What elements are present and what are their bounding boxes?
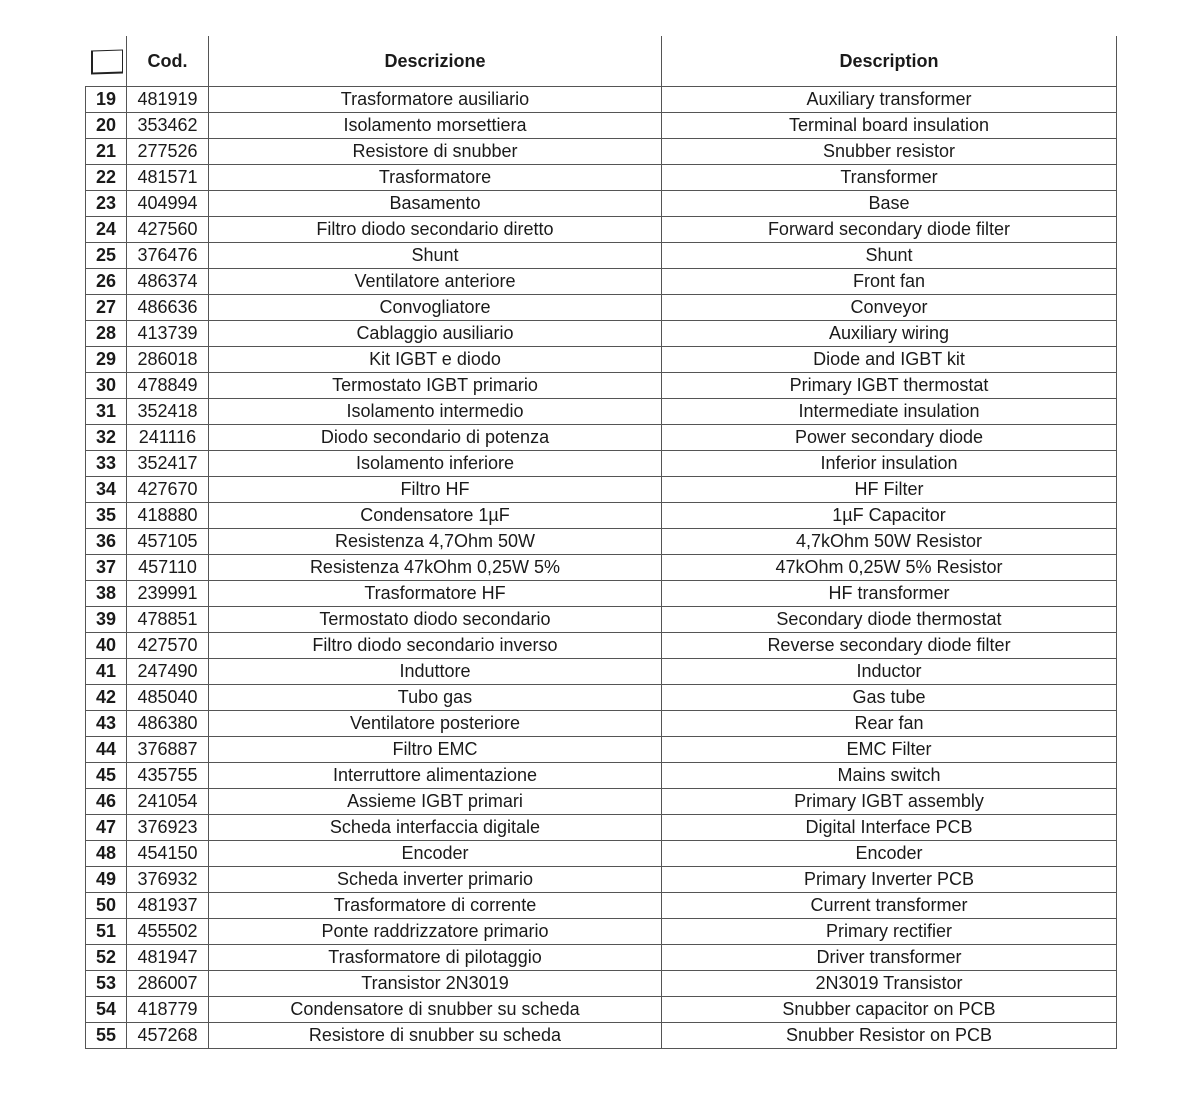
english-description-cell: Primary rectifier: [662, 919, 1117, 945]
english-description-cell: Rear fan: [662, 711, 1117, 737]
item-number-cell: 47: [86, 815, 127, 841]
english-description-cell: Primary IGBT thermostat: [662, 373, 1117, 399]
english-description-header: Description: [662, 36, 1117, 87]
table-row: [86, 997, 1117, 1023]
italian-description-cell: Basamento: [209, 191, 662, 217]
table-row: [86, 763, 1117, 789]
part-code-cell: 239991: [127, 581, 209, 607]
part-code-cell: 427560: [127, 217, 209, 243]
table-row: [86, 399, 1117, 425]
item-number-cell: 45: [86, 763, 127, 789]
italian-description-cell: Resistenza 47kOhm 0,25W 5%: [209, 555, 662, 581]
english-description-cell: Power secondary diode: [662, 425, 1117, 451]
italian-description-cell: Encoder: [209, 841, 662, 867]
part-code-cell: 418880: [127, 503, 209, 529]
italian-description-cell: Isolamento intermedio: [209, 399, 662, 425]
item-number-cell: 27: [86, 295, 127, 321]
english-description-cell: EMC Filter: [662, 737, 1117, 763]
english-description-cell: Digital Interface PCB: [662, 815, 1117, 841]
table-row: [86, 347, 1117, 373]
item-number-cell: 29: [86, 347, 127, 373]
english-description-cell: Reverse secondary diode filter: [662, 633, 1117, 659]
item-number-cell: 48: [86, 841, 127, 867]
table-row: [86, 451, 1117, 477]
italian-description-cell: Resistore di snubber: [209, 139, 662, 165]
table-row: [86, 737, 1117, 763]
table-row: [86, 555, 1117, 581]
part-code-cell: 404994: [127, 191, 209, 217]
part-code-cell: 376932: [127, 867, 209, 893]
table-row: [86, 217, 1117, 243]
italian-description-cell: Scheda inverter primario: [209, 867, 662, 893]
table-row: [86, 945, 1117, 971]
part-code-cell: 418779: [127, 997, 209, 1023]
english-description-cell: Inferior insulation: [662, 451, 1117, 477]
item-number-cell: 44: [86, 737, 127, 763]
table-row: [86, 113, 1117, 139]
table-row: [86, 607, 1117, 633]
item-number-cell: 25: [86, 243, 127, 269]
english-description-cell: Snubber resistor: [662, 139, 1117, 165]
english-description-cell: Gas tube: [662, 685, 1117, 711]
english-description-cell: Base: [662, 191, 1117, 217]
item-number-cell: 39: [86, 607, 127, 633]
part-code-cell: 376887: [127, 737, 209, 763]
part-code-cell: 427670: [127, 477, 209, 503]
item-number-cell: 49: [86, 867, 127, 893]
part-code-cell: 277526: [127, 139, 209, 165]
italian-description-cell: Cablaggio ausiliario: [209, 321, 662, 347]
part-code-cell: 455502: [127, 919, 209, 945]
english-description-cell: Intermediate insulation: [662, 399, 1117, 425]
english-description-cell: 2N3019 Transistor: [662, 971, 1117, 997]
part-code-cell: 352418: [127, 399, 209, 425]
table-row: [86, 321, 1117, 347]
italian-description-cell: Tubo gas: [209, 685, 662, 711]
item-number-cell: 23: [86, 191, 127, 217]
english-description-cell: Mains switch: [662, 763, 1117, 789]
italian-description-cell: Condensatore di snubber su scheda: [209, 997, 662, 1023]
italian-description-cell: Ponte raddrizzatore primario: [209, 919, 662, 945]
english-description-cell: HF Filter: [662, 477, 1117, 503]
part-code-cell: 241116: [127, 425, 209, 451]
english-description-cell: Auxiliary wiring: [662, 321, 1117, 347]
item-number-cell: 42: [86, 685, 127, 711]
item-number-cell: 53: [86, 971, 127, 997]
table-row: [86, 815, 1117, 841]
english-description-cell: Primary Inverter PCB: [662, 867, 1117, 893]
english-description-cell: Snubber Resistor on PCB: [662, 1023, 1117, 1049]
table-row: [86, 893, 1117, 919]
italian-description-cell: Condensatore 1µF: [209, 503, 662, 529]
english-description-cell: Primary IGBT assembly: [662, 789, 1117, 815]
item-number-cell: 22: [86, 165, 127, 191]
part-code-cell: 481571: [127, 165, 209, 191]
part-code-cell: 352417: [127, 451, 209, 477]
italian-description-cell: Filtro HF: [209, 477, 662, 503]
italian-description-cell: Filtro EMC: [209, 737, 662, 763]
item-number-cell: 54: [86, 997, 127, 1023]
part-code-cell: 413739: [127, 321, 209, 347]
table-row: [86, 789, 1117, 815]
item-number-cell: 40: [86, 633, 127, 659]
part-code-cell: 486636: [127, 295, 209, 321]
table-row: [86, 295, 1117, 321]
english-description-cell: 47kOhm 0,25W 5% Resistor: [662, 555, 1117, 581]
italian-description-cell: Scheda interfaccia digitale: [209, 815, 662, 841]
part-code-cell: 376923: [127, 815, 209, 841]
table-row: [86, 425, 1117, 451]
table-row: [86, 529, 1117, 555]
item-number-cell: 28: [86, 321, 127, 347]
part-code-cell: 481919: [127, 87, 209, 113]
part-code-cell: 457110: [127, 555, 209, 581]
table-row: [86, 1023, 1117, 1049]
quantity-box-icon: [91, 49, 123, 74]
header-row: [86, 36, 1117, 87]
table-row: [86, 87, 1117, 113]
item-number-cell: 31: [86, 399, 127, 425]
item-number-cell: 35: [86, 503, 127, 529]
table-row: [86, 919, 1117, 945]
italian-description-cell: Trasformatore: [209, 165, 662, 191]
italian-description-cell: Trasformatore HF: [209, 581, 662, 607]
english-description-cell: 1µF Capacitor: [662, 503, 1117, 529]
english-description-cell: Front fan: [662, 269, 1117, 295]
english-description-cell: Auxiliary transformer: [662, 87, 1117, 113]
item-number-cell: 21: [86, 139, 127, 165]
part-code-cell: 481947: [127, 945, 209, 971]
english-description-cell: Terminal board insulation: [662, 113, 1117, 139]
table-row: [86, 971, 1117, 997]
english-description-cell: Current transformer: [662, 893, 1117, 919]
part-code-cell: 286018: [127, 347, 209, 373]
italian-description-cell: Filtro diodo secondario diretto: [209, 217, 662, 243]
part-code-cell: 486380: [127, 711, 209, 737]
italian-description-header: Descrizione: [209, 36, 662, 87]
part-code-cell: 457268: [127, 1023, 209, 1049]
item-number-cell: 55: [86, 1023, 127, 1049]
table-row: [86, 867, 1117, 893]
part-code-cell: 435755: [127, 763, 209, 789]
code-header: Cod.: [127, 36, 209, 87]
part-code-cell: 478851: [127, 607, 209, 633]
table-row: [86, 165, 1117, 191]
item-number-cell: 50: [86, 893, 127, 919]
part-code-cell: 241054: [127, 789, 209, 815]
english-description-cell: Conveyor: [662, 295, 1117, 321]
english-description-cell: Shunt: [662, 243, 1117, 269]
item-number-cell: 24: [86, 217, 127, 243]
table-row: [86, 139, 1117, 165]
part-code-cell: 481937: [127, 893, 209, 919]
table-row: [86, 191, 1117, 217]
item-number-cell: 51: [86, 919, 127, 945]
table-row: [86, 633, 1117, 659]
english-description-cell: Inductor: [662, 659, 1117, 685]
italian-description-cell: Isolamento inferiore: [209, 451, 662, 477]
part-code-cell: 454150: [127, 841, 209, 867]
italian-description-cell: Trasformatore di pilotaggio: [209, 945, 662, 971]
english-description-cell: Secondary diode thermostat: [662, 607, 1117, 633]
table-header: [86, 36, 1117, 87]
english-description-cell: Transformer: [662, 165, 1117, 191]
part-code-cell: 353462: [127, 113, 209, 139]
table-row: [86, 477, 1117, 503]
italian-description-cell: Transistor 2N3019: [209, 971, 662, 997]
item-number-cell: 52: [86, 945, 127, 971]
english-description-cell: Encoder: [662, 841, 1117, 867]
part-code-cell: 478849: [127, 373, 209, 399]
italian-description-cell: Trasformatore di corrente: [209, 893, 662, 919]
item-number-cell: 33: [86, 451, 127, 477]
italian-description-cell: Isolamento morsettiera: [209, 113, 662, 139]
item-number-cell: 37: [86, 555, 127, 581]
item-number-cell: 34: [86, 477, 127, 503]
english-description-cell: HF transformer: [662, 581, 1117, 607]
table-row: [86, 269, 1117, 295]
english-description-cell: Diode and IGBT kit: [662, 347, 1117, 373]
item-number-cell: 32: [86, 425, 127, 451]
italian-description-cell: Assieme IGBT primari: [209, 789, 662, 815]
english-description-cell: Snubber capacitor on PCB: [662, 997, 1117, 1023]
item-number-cell: 38: [86, 581, 127, 607]
italian-description-cell: Termostato IGBT primario: [209, 373, 662, 399]
part-code-cell: 286007: [127, 971, 209, 997]
table-row: [86, 685, 1117, 711]
part-code-cell: 427570: [127, 633, 209, 659]
italian-description-cell: Ventilatore anteriore: [209, 269, 662, 295]
table-body: [86, 87, 1117, 1049]
item-number-cell: 30: [86, 373, 127, 399]
english-description-cell: Driver transformer: [662, 945, 1117, 971]
italian-description-cell: Diodo secondario di potenza: [209, 425, 662, 451]
italian-description-cell: Resistore di snubber su scheda: [209, 1023, 662, 1049]
table-row: [86, 711, 1117, 737]
italian-description-cell: Filtro diodo secondario inverso: [209, 633, 662, 659]
italian-description-cell: Termostato diodo secondario: [209, 607, 662, 633]
item-number-cell: 46: [86, 789, 127, 815]
table-row: [86, 243, 1117, 269]
italian-description-cell: Ventilatore posteriore: [209, 711, 662, 737]
italian-description-cell: Interruttore alimentazione: [209, 763, 662, 789]
table-row: [86, 503, 1117, 529]
part-code-cell: 457105: [127, 529, 209, 555]
italian-description-cell: Kit IGBT e diodo: [209, 347, 662, 373]
item-number-cell: 43: [86, 711, 127, 737]
italian-description-cell: Shunt: [209, 243, 662, 269]
italian-description-cell: Induttore: [209, 659, 662, 685]
item-number-cell: 41: [86, 659, 127, 685]
item-number-cell: 26: [86, 269, 127, 295]
table-row: [86, 373, 1117, 399]
item-number-header: [86, 36, 127, 87]
table-row: [86, 659, 1117, 685]
part-code-cell: 486374: [127, 269, 209, 295]
part-code-cell: 247490: [127, 659, 209, 685]
item-number-cell: 19: [86, 87, 127, 113]
english-description-cell: Forward secondary diode filter: [662, 217, 1117, 243]
italian-description-cell: Resistenza 4,7Ohm 50W: [209, 529, 662, 555]
parts-table: [85, 36, 1117, 1049]
table-row: [86, 841, 1117, 867]
italian-description-cell: Trasformatore ausiliario: [209, 87, 662, 113]
table-row: [86, 581, 1117, 607]
item-number-cell: 36: [86, 529, 127, 555]
english-description-cell: 4,7kOhm 50W Resistor: [662, 529, 1117, 555]
part-code-cell: 485040: [127, 685, 209, 711]
part-code-cell: 376476: [127, 243, 209, 269]
italian-description-cell: Convogliatore: [209, 295, 662, 321]
item-number-cell: 20: [86, 113, 127, 139]
